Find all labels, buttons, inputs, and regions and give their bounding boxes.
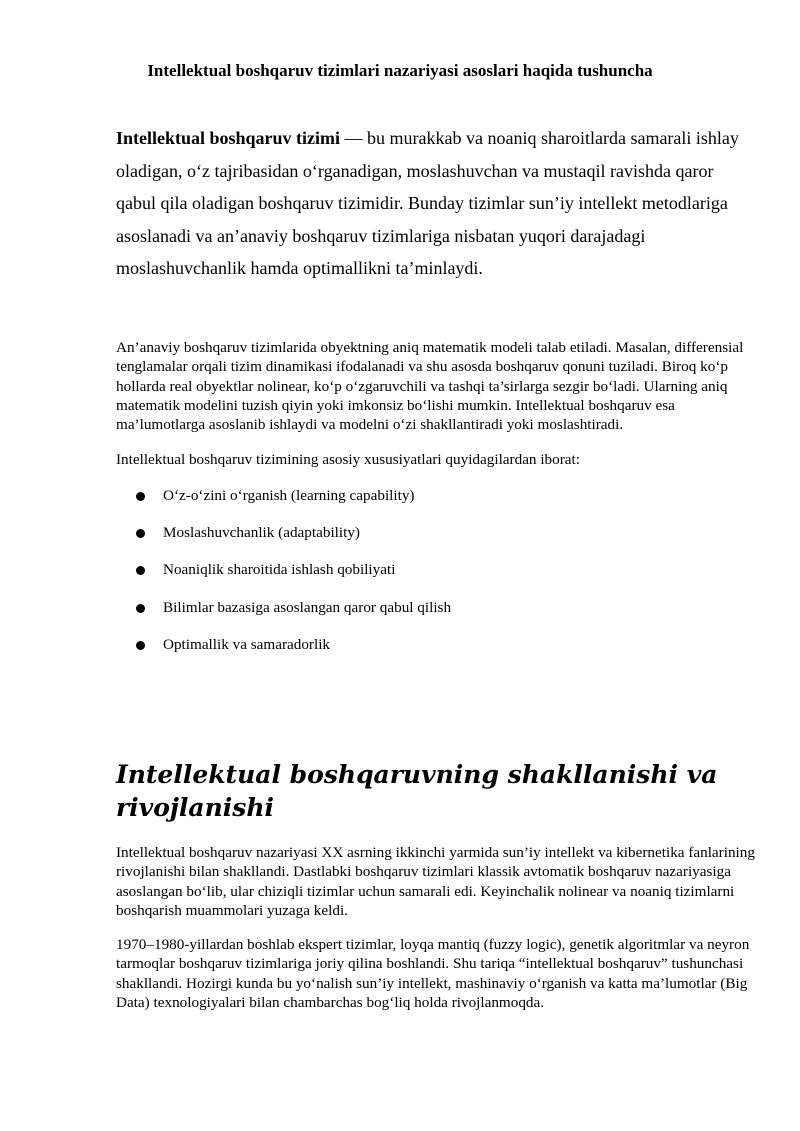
bullet-icon xyxy=(136,529,145,538)
section-heading: Intellektual boshqaruvning shakllanishi va rivojlanishi xyxy=(116,760,718,822)
list-item xyxy=(116,597,766,634)
features-intro: Intellektual boshqaruv tizimining asosiy xususiyatlari quyidagilardan iborat: xyxy=(116,451,580,468)
feature-label: Noaniqlik sharoitida ishlash qobiliyati xyxy=(163,561,396,579)
feature-label: Optimallik va samaradorlik xyxy=(163,635,331,653)
page-title: Intellektual boshqaruv tizimlari nazariyasi asoslari haqida tushuncha xyxy=(147,61,653,80)
feature-label: Moslashuvchanlik (adaptability) xyxy=(163,524,360,542)
feature-label: Bilimlar bazasiga asoslangan qaror qabul qilish xyxy=(163,598,452,616)
intro-paragraph xyxy=(116,122,756,285)
bullet-icon xyxy=(136,566,145,575)
list-item xyxy=(116,485,766,522)
list-item xyxy=(116,559,766,596)
bullet-icon xyxy=(136,604,145,613)
list-item xyxy=(116,522,766,559)
traditional-systems-paragraph: An’anaviy boshqaruv tizimlarida obyektning aniq matematik modeli talab etiladi. Masalan, differensial tenglamalar orqali tizim dinamikasi ifodalanadi va shu asosda boshqaruv qonuni tuziladi. Biroq koʻp hollarda real obyektlar nolinear, koʻp oʻzgaruvchili va tashqi ta’sirlarga sezgir boʻladi. Ularning aniq matematik modelini tuzish qiyin yoki imkonsiz boʻlishi mumkin. Intellektual boshqaruv esa ma’lumotlarga asoslanib ishlaydi va modelni oʻzi shakllantiradi yoki moslashtiradi. xyxy=(116,339,744,434)
history-paragraph-1: Intellektual boshqaruv nazariyasi XX asrning ikkinchi yarmida sun’iy intellekt va kibernetika fanlarining rivojlanishi bilan shakllandi. Dastlabki boshqaruv tizimlari klassik avtomatik boshqaruv nazariyasiga asoslangan boʻlib, ular chiziqli tizimlar uchun samarali edi. Keyinchalik nolinear va noaniq tizimlarni boshqarish muammolari yuzaga keldi. xyxy=(116,844,755,919)
features-list xyxy=(116,485,766,671)
bullet-icon xyxy=(136,641,145,650)
history-paragraph-2: 1970–1980-yillardan boshlab ekspert tizimlar, loyqa mantiq (fuzzy logic), genetik algoritmlar va neyron tarmoqlar boshqaruv tizimlariga joriy qilina boshlandi. Shu tariqa “intellektual boshqaruv” tushunchasi shakllandi. Hozirgi kunda bu yoʻnalish sun’iy intellekt, mashinaviy oʻrganish va katta ma’lumotlar (Big Data) texnologiyalari bilan chambarchas bogʻliq holda rivojlanmoqda. xyxy=(116,936,750,1011)
bullet-icon xyxy=(136,492,145,501)
feature-label: Oʻz-oʻzini oʻrganish (learning capability) xyxy=(163,487,415,504)
intro-definition: — bu murakkab va noaniq sharoitlarda samarali ishlay oladigan, oʻz tajribasidan oʻrganadigan, moslashuvchan va mustaqil ravishda qaror qabul qila oladigan boshqaruv tizimidir. Bunday tizimlar sun’iy intellekt metodlariga asoslanadi va an’anaviy boshqaruv tizimlariga nisbatan yuqori darajadagi moslashuvchanlik hamda optimallikni ta’minlaydi. xyxy=(116,128,739,278)
intro-term: Intellektual boshqaruv tizimi xyxy=(116,128,341,148)
list-item xyxy=(116,634,766,671)
